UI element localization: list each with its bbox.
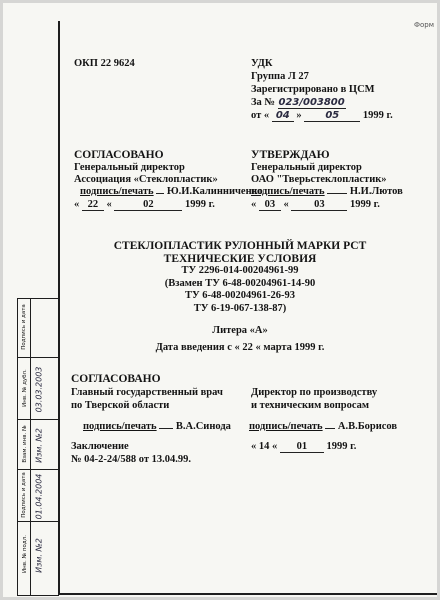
date-mid: « (106, 199, 112, 210)
from-year: 1999 г. (362, 110, 393, 121)
agreed-left-sign-row (80, 186, 263, 198)
approved-heading: УТВЕРЖДАЮ (251, 149, 330, 161)
date-open: « 14 « (251, 441, 278, 452)
litera-text: Литера «А» (212, 325, 268, 336)
title-line3: ТУ 2296-014-00204961-99 (181, 265, 299, 276)
sign-label: подпись/печать (251, 186, 325, 197)
stamp-value-vzam-inv: Изм. №2 (34, 428, 44, 463)
stamp-col-divider (30, 299, 31, 595)
stamp-label-vzam-inv: Взам. инв. № (22, 425, 28, 463)
sign-label: подпись/печать (249, 421, 323, 432)
title-line4: (Взамен ТУ 6-48-00204961-14-90 (164, 277, 316, 289)
stamp-label-sign-date-1: Подпись и дата (21, 472, 27, 518)
approved-line2: ОАО "Тверьстеклопластик» (251, 174, 387, 185)
approved-sign-row (251, 186, 403, 198)
sign-gap (156, 193, 164, 194)
bottom-right-line2: и техническим вопросам (251, 400, 370, 411)
bottom-left-sign-row (83, 421, 231, 433)
date-day: 22 (82, 199, 104, 211)
conclusion-value: № 04-2-24/588 от 13.04.99. (71, 454, 191, 465)
title-line1: СТЕКЛОПЛАСТИК РУЛОННЫЙ МАРКИ РСТ (113, 240, 367, 252)
title-line6: ТУ 6-19-067-138-87) (193, 302, 287, 314)
from-day: 04 (272, 110, 294, 122)
intro-date-line (60, 342, 420, 355)
agreed-left-line2: Ассоциация «Стеклопластик» (74, 174, 218, 185)
date-day: 03 (259, 199, 281, 211)
stamp-value-inv-podl: Изм. №2 (34, 538, 44, 573)
litera-line (60, 325, 420, 338)
stamp-label-inv-dubl: Инв. № дубл. (22, 369, 28, 407)
date-year: 1999 г. (185, 199, 215, 210)
sign-label: подпись/печать (83, 421, 157, 432)
frame-bottom-border (58, 593, 437, 595)
document-title (60, 240, 420, 315)
stamp-value-sign-date-1: 01.04.2004 (34, 473, 44, 520)
date-month: 01 (280, 441, 324, 453)
sign-gap (327, 193, 347, 194)
sign-name: Ю.И.Калинниченко (166, 186, 263, 197)
stamp-label-inv-podl: Инв. № подл. (22, 535, 28, 573)
registration-number-value: 023/003800 (278, 97, 345, 108)
agreed-bottom-heading: СОГЛАСОВАНО (71, 373, 161, 385)
title-line5: ТУ 6-48-00204961-26-93 (184, 290, 296, 301)
registration-date-row (251, 110, 393, 122)
intro-date-text: Дата введения с « 22 « марта 1999 г. (155, 342, 325, 353)
date-month: 03 (291, 199, 347, 211)
agreed-left-date-row (74, 199, 215, 211)
agreed-left-heading: СОГЛАСОВАНО (74, 149, 164, 161)
sign-gap (159, 428, 173, 429)
approved-date-row (251, 199, 380, 211)
udk-label: УДК (251, 58, 273, 69)
document-page (3, 3, 437, 597)
sign-name: А.В.Борисов (337, 421, 398, 432)
side-stamp-table (17, 298, 59, 596)
date-year: 1999 г. (326, 441, 357, 452)
bottom-right-date-row (251, 441, 356, 453)
number-label: За № (251, 97, 275, 108)
date-month: 02 (114, 199, 182, 211)
date-year: 1999 г. (350, 199, 380, 210)
sign-label: подпись/печать (80, 186, 154, 197)
date-open: « (251, 199, 257, 210)
stamp-row-divider (18, 357, 58, 358)
date-mid: « (283, 199, 289, 210)
conclusion-label: Заключение (71, 441, 129, 452)
registration-number-row (251, 97, 346, 109)
approved-line1: Генеральный директор (251, 162, 362, 173)
sign-name: В.А.Синода (175, 421, 231, 432)
stamp-label-sign-date-2: Подпись и дата (21, 304, 27, 350)
sign-name: Н.И.Лютов (349, 186, 403, 197)
stamp-value-inv-dubl: 03.03.2003 (34, 366, 44, 413)
group-label: Группа Л 27 (251, 71, 309, 82)
corner-form-tag: Форм (413, 21, 434, 29)
from-mid: » (296, 110, 302, 121)
from-month: 05 (304, 110, 360, 122)
registered-label: Зарегистрировано в ЦСМ (251, 84, 375, 95)
okp-code: ОКП 22 9624 (74, 58, 135, 69)
bottom-right-line1: Директор по производству (251, 387, 378, 398)
bottom-right-sign-row (249, 421, 397, 433)
from-label: от « (251, 110, 270, 121)
bottom-left-line2: по Тверской области (71, 400, 170, 411)
bottom-left-line1: Главный государственный врач (71, 387, 223, 398)
title-line2: ТЕХНИЧЕСКИЕ УСЛОВИЯ (163, 252, 317, 265)
date-open: « (74, 199, 80, 210)
agreed-left-line1: Генеральный директор (74, 162, 185, 173)
sign-gap (325, 428, 335, 429)
